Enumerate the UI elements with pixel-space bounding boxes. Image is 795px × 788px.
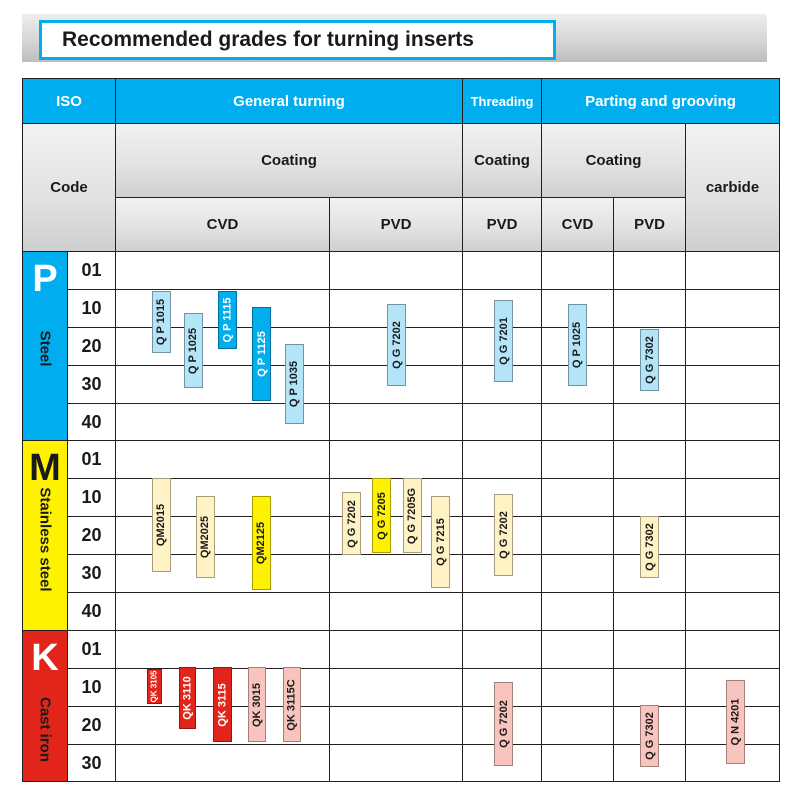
group-m-band: [22, 440, 68, 631]
grid-cell: [329, 440, 463, 479]
group-p-letter: P: [32, 258, 58, 300]
grid-cell: [115, 251, 330, 290]
grid-cell: [685, 592, 780, 631]
grid-cell: [329, 744, 463, 782]
grid-cell: [541, 668, 614, 707]
code-m-01: 01: [67, 440, 116, 479]
grid-cell: [462, 251, 542, 290]
grid-cell: [329, 630, 463, 669]
code-m-10: 10: [67, 478, 116, 517]
grade-tag[interactable]: QM2015: [152, 478, 171, 572]
grid-cell: [541, 630, 614, 669]
grid-cell: [685, 554, 780, 593]
grade-tag[interactable]: Q P 1125: [252, 307, 271, 401]
grid-cell: [115, 630, 330, 669]
grade-tag[interactable]: Q P 1035: [285, 344, 304, 424]
grid-cell: [541, 478, 614, 517]
grade-tag[interactable]: QK 3015: [248, 667, 266, 742]
grid-cell: [685, 289, 780, 328]
grade-tag[interactable]: Q G 7202: [342, 492, 361, 555]
grade-tag[interactable]: Q G 7302: [640, 705, 659, 767]
grid-cell: [685, 403, 780, 441]
coating-parting-header: Coating: [541, 123, 686, 198]
code-k-20: 20: [67, 706, 116, 745]
grid-cell: [613, 440, 686, 479]
group-p-band: [22, 251, 68, 441]
pvd-threading-header: PVD: [462, 197, 542, 252]
grid-cell: [115, 554, 330, 593]
grid-cell: [329, 251, 463, 290]
grid-cell: [685, 516, 780, 555]
grade-tag[interactable]: Q G 7215: [431, 496, 450, 588]
grid-cell: [613, 668, 686, 707]
grid-cell: [541, 516, 614, 555]
general-turning-header: General turning: [115, 78, 463, 124]
grade-tag[interactable]: Q G 7205: [372, 478, 391, 553]
grade-tag[interactable]: Q G 7201: [494, 300, 513, 382]
code-k-10: 10: [67, 668, 116, 707]
grid-cell: [613, 403, 686, 441]
pvd-general-header: PVD: [329, 197, 463, 252]
code-k-30: 30: [67, 744, 116, 782]
grade-tag[interactable]: QM2025: [196, 496, 215, 578]
grid-cell: [115, 592, 330, 631]
grade-tag[interactable]: Q G 7202: [494, 682, 513, 766]
grid-cell: [541, 440, 614, 479]
carbide-header: carbide: [685, 123, 780, 252]
grade-tag[interactable]: Q P 1015: [152, 291, 171, 353]
grid-cell: [462, 440, 542, 479]
group-m-letter: M: [29, 447, 61, 489]
grid-cell: [115, 516, 330, 555]
grade-tag[interactable]: Q P 1025: [184, 313, 203, 388]
grade-tag[interactable]: Q G 7202: [387, 304, 406, 386]
grid-cell: [685, 327, 780, 366]
grade-tag[interactable]: QK 3115C: [283, 667, 301, 742]
pvd-parting-header: PVD: [613, 197, 686, 252]
grid-cell: [685, 630, 780, 669]
grid-cell: [329, 668, 463, 707]
grid-cell: [685, 478, 780, 517]
grid-cell: [613, 592, 686, 631]
grid-cell: [329, 706, 463, 745]
code-k-01: 01: [67, 630, 116, 669]
code-p-20: 20: [67, 327, 116, 366]
page-title: Recommended grades for turning inserts: [39, 20, 556, 60]
grid-cell: [613, 630, 686, 669]
code-p-01: 01: [67, 251, 116, 290]
grid-cell: [541, 744, 614, 782]
code-m-20: 20: [67, 516, 116, 555]
grade-tag[interactable]: QK 3105: [147, 669, 162, 704]
grid-cell: [541, 403, 614, 441]
coating-threading-header: Coating: [462, 123, 542, 198]
grid-cell: [115, 440, 330, 479]
grid-cell: [462, 630, 542, 669]
grid-cell: [462, 403, 542, 441]
grid-cell: [115, 478, 330, 517]
grid-cell: [329, 592, 463, 631]
cvd-parting-header: CVD: [541, 197, 614, 252]
code-header: Code: [22, 123, 116, 252]
grid-cell: [613, 478, 686, 517]
grade-tag[interactable]: Q G 7202: [494, 494, 513, 576]
parting-grooving-header: Parting and grooving: [541, 78, 780, 124]
grade-tag[interactable]: QM2125: [252, 496, 271, 590]
code-p-10: 10: [67, 289, 116, 328]
grid-cell: [685, 365, 780, 404]
code-p-40: 40: [67, 403, 116, 441]
code-p-30: 30: [67, 365, 116, 404]
grade-tag[interactable]: QK 3110: [179, 667, 196, 729]
grid-cell: [541, 592, 614, 631]
grade-tag[interactable]: Q P 1115: [218, 291, 237, 349]
coating-general-header: Coating: [115, 123, 463, 198]
grid-cell: [541, 251, 614, 290]
grid-cell: [462, 592, 542, 631]
group-k-letter: K: [31, 637, 59, 679]
group-p-name: Steel: [36, 330, 54, 367]
grid-cell: [685, 251, 780, 290]
grid-cell: [613, 289, 686, 328]
grade-tag[interactable]: QK 3115: [213, 667, 232, 742]
grade-tag[interactable]: Q N 4201: [726, 680, 745, 764]
grid-cell: [541, 706, 614, 745]
code-m-30: 30: [67, 554, 116, 593]
grade-tag[interactable]: Q G 7205G: [403, 478, 422, 553]
threading-header: Threading: [462, 78, 542, 124]
group-k-band: [22, 630, 68, 782]
group-k-name: Cast iron: [36, 696, 54, 762]
grid-cell: [541, 554, 614, 593]
grade-tag[interactable]: Q G 7302: [640, 516, 659, 578]
grid-cell: [115, 744, 330, 782]
grade-tag[interactable]: Q P 1025: [568, 304, 587, 386]
grid-cell: [329, 403, 463, 441]
code-m-40: 40: [67, 592, 116, 631]
grid-cell: [613, 251, 686, 290]
iso-header: ISO: [22, 78, 116, 124]
cvd-general-header: CVD: [115, 197, 330, 252]
group-m-name: Stainless steel: [36, 487, 54, 592]
grid-cell: [685, 440, 780, 479]
grade-tag[interactable]: Q G 7302: [640, 329, 659, 391]
